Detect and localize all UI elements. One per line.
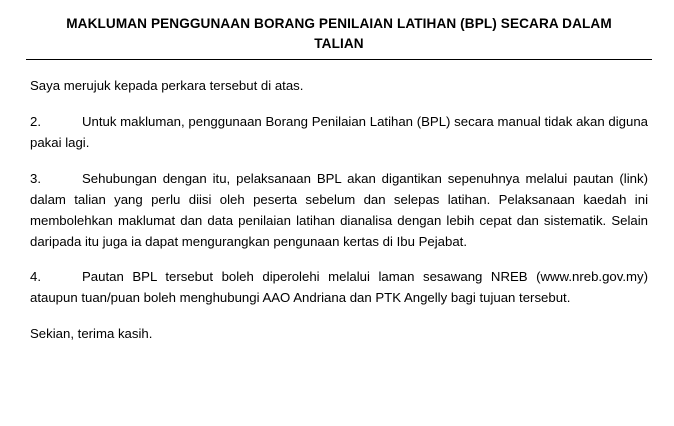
document-body <box>26 76 652 345</box>
paragraph-2-text: Untuk makluman, penggunaan Borang Penilaian Latihan (BPL) secara manual tidak akan diguna pakai lagi. <box>30 114 648 151</box>
paragraph-4 <box>30 267 648 309</box>
paragraph-3-text: Sehubungan dengan itu, pelaksanaan BPL akan digantikan sepenuhnya melalui pautan (link) dalam talian yang perlu diisi oleh peserta sebelum dan selepas latihan. Pelaksanaan kaedah ini membolehkan maklumat dan data penilaian latihan dianalisa dengan lebih cepat dan sistematik. Selain daripada itu juga ia dapat mengurangkan pengunaan kertas di Ibu Pejabat. <box>30 170 648 249</box>
title-divider <box>26 59 652 60</box>
paragraph-closing-text: Sekian, terima kasih. <box>30 326 153 342</box>
document-title: MAKLUMAN PENGGUNAAN BORANG PENILAIAN LATIHAN (BPL) SECARA DALAM TALIAN <box>66 16 612 51</box>
paragraph-3 <box>30 169 648 252</box>
paragraph-4-number: 4. <box>30 269 41 285</box>
paragraph-2-number: 2. <box>30 114 41 130</box>
paragraph-intro <box>30 76 648 97</box>
paragraph-closing <box>30 324 648 345</box>
paragraph-4-text: Pautan BPL tersebut boleh diperolehi melalui laman sesawang NREB (www.nreb.gov.my) ataupun tuan/puan boleh menghubungi AAO Andriana dan PTK Angelly bagi tujuan tersebut. <box>30 269 648 306</box>
paragraph-intro-text: Saya merujuk kepada perkara tersebut di atas. <box>30 78 304 94</box>
paragraph-3-number: 3. <box>30 170 41 186</box>
paragraph-2 <box>30 112 648 154</box>
